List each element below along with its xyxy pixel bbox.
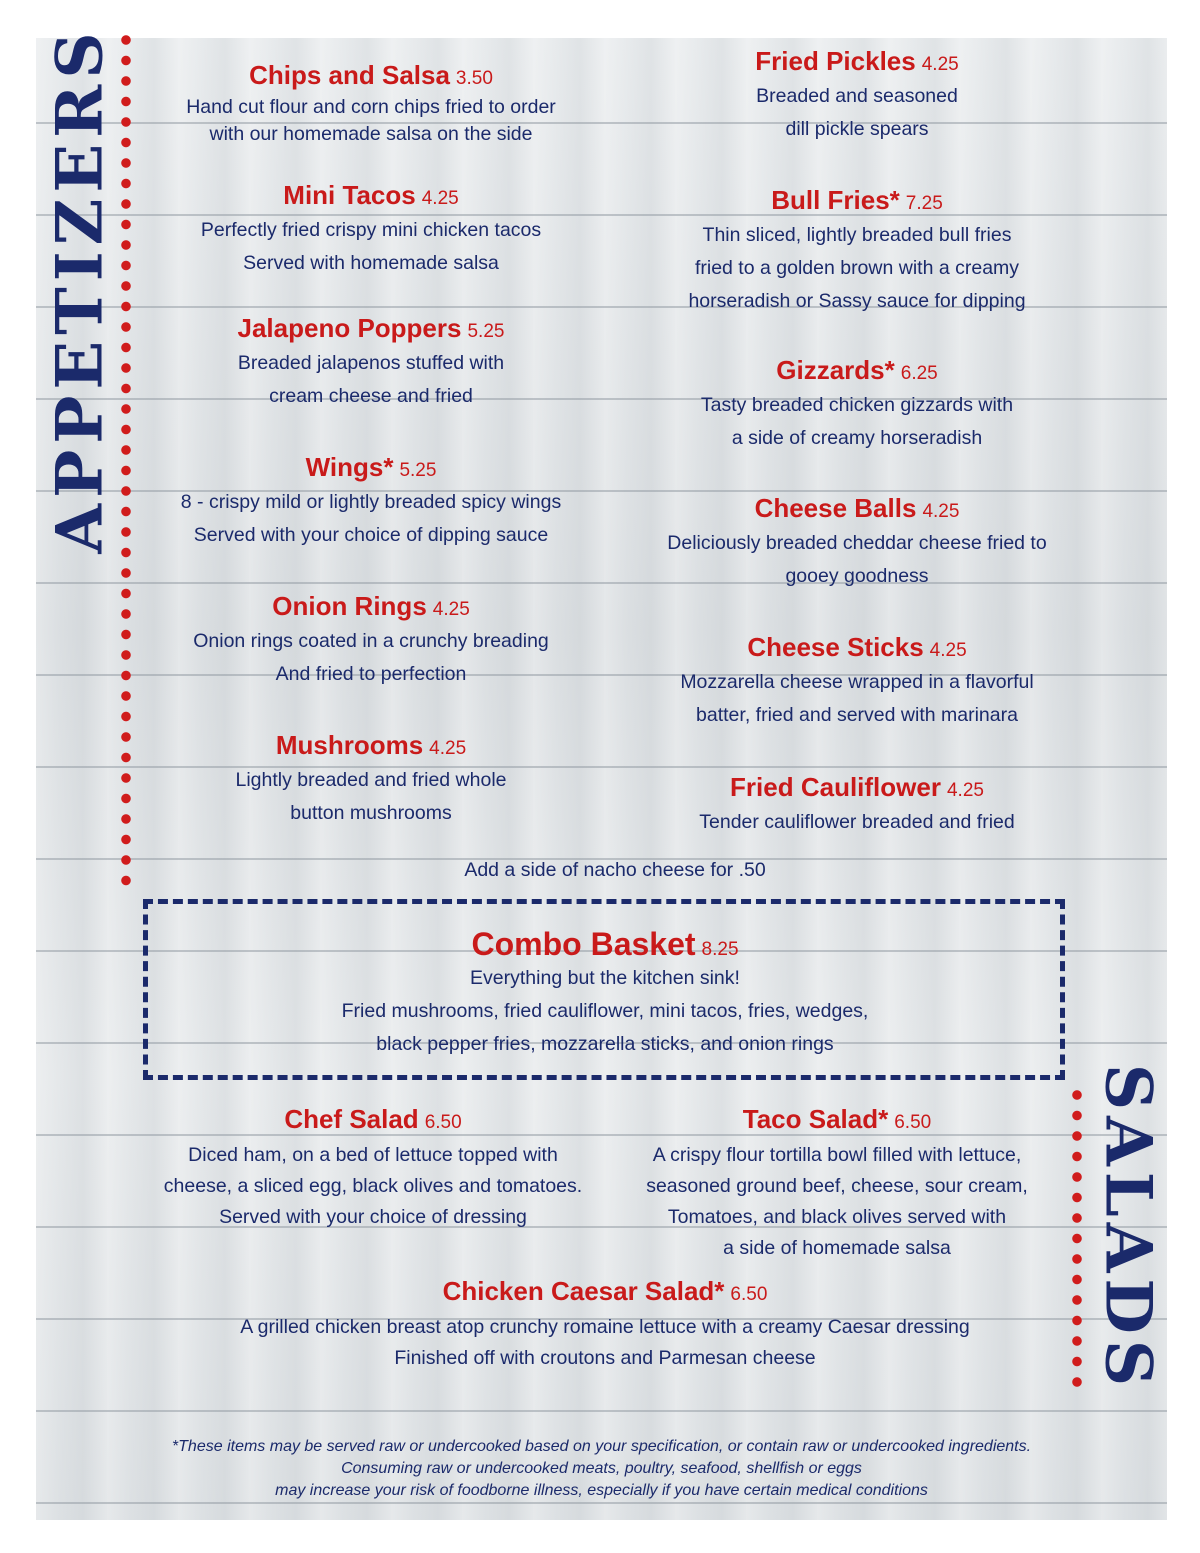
item-name: Cheese Sticks — [747, 632, 924, 662]
item-price: 6.50 — [424, 1112, 462, 1133]
item-name: Gizzards* — [776, 355, 895, 385]
item-desc-line: Everything but the kitchen sink! — [470, 967, 740, 989]
item-name: Fried Cauliflower — [730, 772, 941, 802]
item-price: 4.25 — [429, 738, 467, 759]
item-desc-line: 8 - crispy mild or lightly breaded spicy wings — [180, 491, 562, 513]
item-desc-line: with our homemade salsa on the side — [209, 123, 533, 145]
item-name: Bull Fries* — [771, 185, 900, 215]
item-price: 4.25 — [929, 640, 967, 661]
item-desc-line: gooey goodness — [785, 565, 929, 587]
salads-title: SALADS — [1090, 1063, 1166, 1393]
disclaimer-line: Consuming raw or undercooked meats, poultry, seafood, shellfish or eggs — [341, 1460, 862, 1477]
item-desc-line: Breaded jalapenos stuffed with — [237, 352, 505, 374]
item-name: Fried Pickles — [755, 46, 916, 76]
item-price: 4.25 — [421, 188, 459, 209]
disclaimer-line: *These items may be served raw or undercooked based on your specification, or contain raw or undercooked ingredients. — [171, 1438, 1032, 1455]
item-desc-line: Served with homemade salsa — [243, 252, 499, 274]
item-desc-line: Deliciously breaded cheddar cheese fried to — [667, 532, 1047, 554]
item-desc-line: batter, fried and served with marinara — [696, 704, 1018, 726]
item-desc-line: a side of creamy horseradish — [731, 427, 983, 449]
menu-item-combo-basket — [150, 926, 1060, 1061]
item-price: 6.50 — [894, 1112, 932, 1133]
item-desc-line: Perfectly fried crispy mini chicken tacos — [200, 219, 542, 241]
item-price: 4.25 — [946, 780, 984, 801]
item-name: Chef Salad — [284, 1104, 419, 1134]
item-name: Onion Rings — [272, 591, 427, 621]
item-desc-line: Lightly breaded and fried whole — [235, 769, 507, 791]
item-desc-line: horseradish or Sassy sauce for dipping — [688, 290, 1026, 312]
menu-item-taco-salad — [622, 1104, 1052, 1264]
menu-item-wings — [140, 452, 602, 552]
item-price: 4.25 — [921, 54, 959, 75]
food-safety-disclaimer — [36, 1436, 1167, 1502]
menu-item-mushrooms — [140, 730, 602, 830]
item-desc-line: black pepper fries, mozzarella sticks, and onion rings — [376, 1033, 834, 1055]
disclaimer-line: may increase your risk of foodborne illness, especially if you have certain medical conditions — [275, 1482, 928, 1499]
item-desc-line: Served with your choice of dressing — [219, 1206, 527, 1228]
item-desc-line: Diced ham, on a bed of lettuce topped with — [188, 1144, 558, 1166]
item-desc-line: A crispy flour tortilla bowl filled with lettuce, — [652, 1144, 1022, 1166]
item-desc-line: Hand cut flour and corn chips fried to order — [186, 96, 556, 118]
menu-item-cheese-balls — [622, 493, 1092, 593]
item-desc-line: Breaded and seasoned — [756, 85, 958, 107]
item-name: Chips and Salsa — [249, 60, 450, 90]
menu-item-chicken-caesar-salad — [140, 1276, 1070, 1374]
menu-item-fried-pickles — [622, 46, 1092, 146]
menu-item-chips-and-salsa — [140, 60, 602, 148]
item-price: 4.25 — [432, 599, 470, 620]
menu-item-chef-salad — [140, 1104, 606, 1233]
item-desc-line: Thin sliced, lightly breaded bull fries — [702, 224, 1012, 246]
menu-item-jalapeno-poppers — [140, 313, 602, 413]
item-name: Taco Salad* — [742, 1104, 889, 1134]
item-desc-line: Tasty breaded chicken gizzards with — [700, 394, 1014, 416]
menu-item-fried-cauliflower — [622, 772, 1092, 839]
menu-item-cheese-sticks — [622, 632, 1092, 732]
dotted-divider-right — [1072, 1090, 1082, 1390]
item-name: Mini Tacos — [283, 180, 416, 210]
item-name: Chicken Caesar Salad* — [442, 1276, 725, 1306]
item-name: Mushrooms — [275, 730, 424, 760]
menu-item-bull-fries — [622, 185, 1092, 318]
item-name: Wings* — [305, 452, 394, 482]
item-desc-line: Mozzarella cheese wrapped in a flavorful — [680, 671, 1034, 693]
item-desc-line: Onion rings coated in a crunchy breading — [193, 630, 549, 652]
item-price: 7.25 — [905, 193, 943, 214]
item-desc-line: Tender cauliflower breaded and fried — [699, 811, 1015, 833]
menu-item-gizzards — [622, 355, 1092, 455]
item-price: 3.50 — [455, 68, 493, 89]
item-desc-line: cheese, a sliced egg, black olives and tomatoes. — [163, 1175, 583, 1197]
appetizers-title: APPETIZERS — [42, 26, 118, 554]
item-desc-line: fried to a golden brown with a creamy — [694, 257, 1020, 279]
dotted-divider-left — [121, 35, 131, 895]
item-desc-line: Tomatoes, and black olives served with — [667, 1206, 1007, 1228]
item-price: 6.25 — [900, 363, 938, 384]
item-price: 8.25 — [701, 939, 739, 960]
item-price: 6.50 — [730, 1284, 768, 1305]
item-desc-line: Served with your choice of dipping sauce — [193, 524, 549, 546]
item-desc-line: button mushrooms — [290, 802, 452, 824]
item-name: Combo Basket — [471, 926, 696, 962]
item-desc-line: Finished off with croutons and Parmesan cheese — [394, 1347, 816, 1369]
item-desc-line: Fried mushrooms, fried cauliflower, mini tacos, fries, wedges, — [341, 1000, 869, 1022]
item-desc-line: A grilled chicken breast atop crunchy romaine lettuce with a creamy Caesar dressing — [240, 1316, 970, 1338]
item-desc-line: And fried to perfection — [275, 663, 467, 685]
item-price: 4.25 — [922, 501, 960, 522]
item-desc-line: cream cheese and fried — [269, 385, 473, 407]
item-name: Cheese Balls — [754, 493, 917, 523]
menu-item-mini-tacos — [140, 180, 602, 280]
menu-item-onion-rings — [140, 591, 602, 691]
item-desc-line: dill pickle spears — [785, 118, 929, 140]
item-desc-line: seasoned ground beef, cheese, sour cream, — [646, 1175, 1028, 1197]
item-price: 5.25 — [399, 460, 437, 481]
item-desc-line: a side of homemade salsa — [723, 1237, 951, 1259]
item-price: 5.25 — [467, 321, 505, 342]
nacho-cheese-note: Add a side of nacho cheese for .50 — [464, 859, 766, 881]
item-name: Jalapeno Poppers — [237, 313, 462, 343]
